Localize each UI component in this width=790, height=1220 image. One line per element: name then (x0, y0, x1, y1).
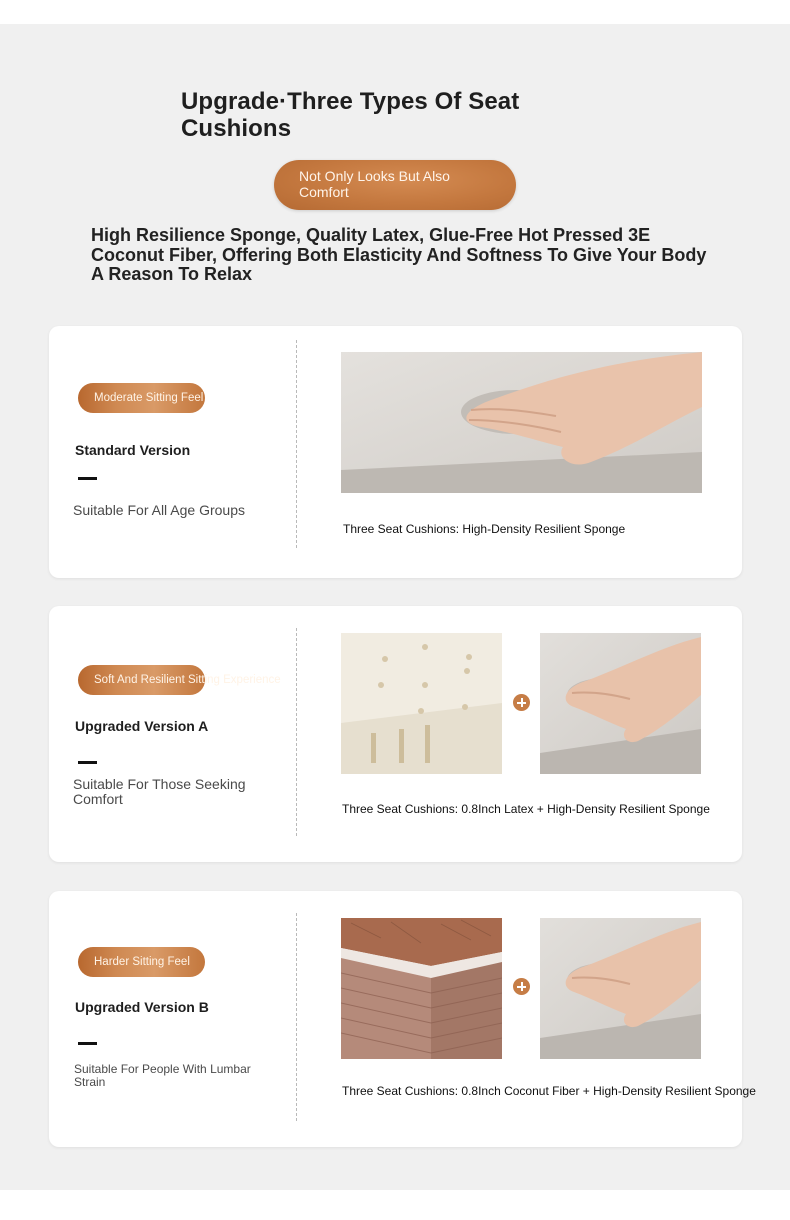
feel-tag-label: Harder Sitting Feel (94, 956, 190, 968)
material-caption: Three Seat Cushions: High-Density Resilient Sponge (343, 522, 626, 536)
dashed-divider (296, 340, 297, 548)
card-standard-version (49, 326, 742, 578)
dashed-divider (296, 628, 297, 836)
slogan-pill (274, 160, 516, 210)
suitable-for-text: Suitable For Those Seeking Comfort (73, 776, 246, 807)
sponge-photo (540, 633, 701, 774)
version-name: Upgraded Version B (75, 999, 209, 1015)
material-caption: Three Seat Cushions: 0.8Inch Coconut Fiber + High-Density Resilient Sponge (342, 1084, 756, 1098)
card-upgraded-version-a (49, 606, 742, 862)
slogan-text: Not Only Looks But Also Comfort (299, 168, 450, 200)
plus-icon (513, 978, 530, 995)
dash-divider (78, 1042, 97, 1045)
sponge-photo (540, 918, 701, 1059)
material-caption: Three Seat Cushions: 0.8Inch Latex + High-Density Resilient Sponge (342, 802, 710, 816)
suitable-for-text: Suitable For All Age Groups (73, 502, 245, 518)
sponge-photo (341, 352, 702, 493)
feel-tag (78, 383, 205, 413)
card-upgraded-version-b (49, 891, 756, 1147)
coconut-fiber-photo (341, 918, 502, 1059)
latex-photo (341, 633, 502, 774)
page-background (0, 24, 790, 1190)
suitable-for-text: Suitable For People With Lumbar Strain (74, 1062, 251, 1089)
feel-tag-label: Moderate Sitting Feel (94, 392, 204, 404)
page-subtitle: High Resilience Sponge, Quality Latex, Glue-Free Hot Pressed 3E Coconut Fiber, Offering Both Elasticity And Softness To Give Your Body A Reason To Relax (91, 225, 707, 284)
plus-icon (513, 694, 530, 711)
feel-tag-label: Soft And Resilient Sitting Experience (94, 674, 281, 686)
version-name: Standard Version (75, 442, 191, 458)
page-title: Upgrade·Three Types Of Seat Cushions (181, 88, 520, 142)
dash-divider (78, 477, 97, 480)
feel-tag (78, 947, 205, 977)
dash-divider (78, 761, 97, 764)
dashed-divider (296, 913, 297, 1121)
feel-tag (78, 665, 281, 695)
version-name: Upgraded Version A (75, 718, 209, 734)
